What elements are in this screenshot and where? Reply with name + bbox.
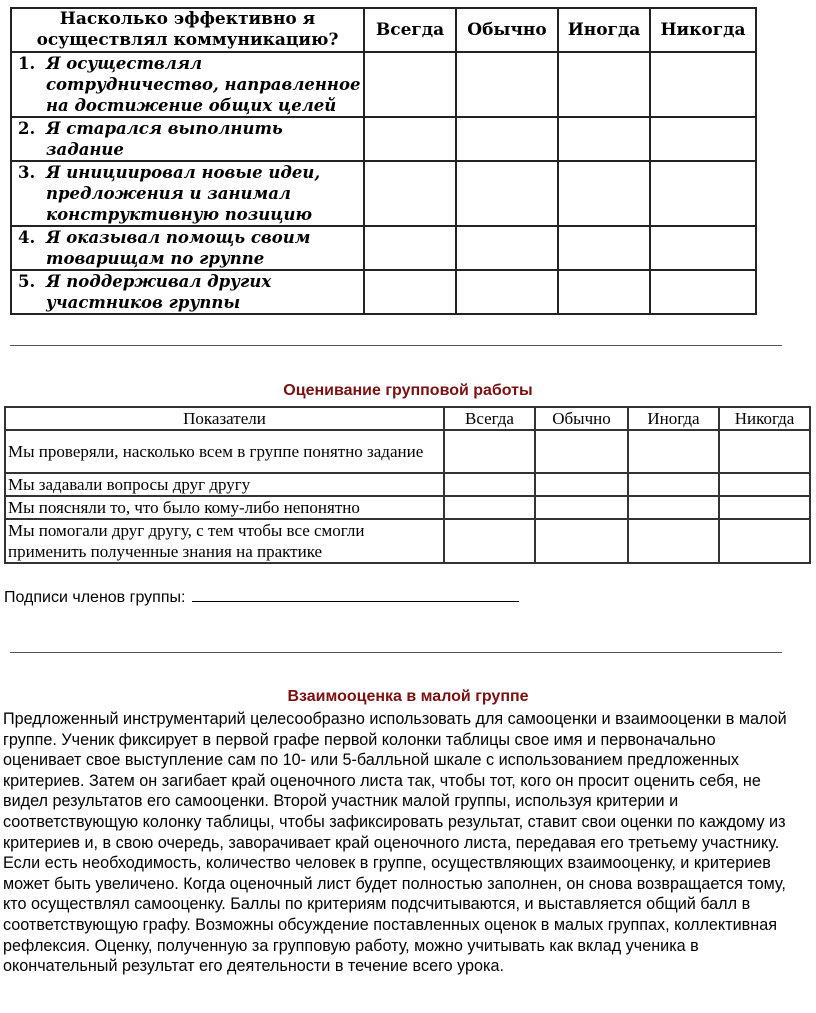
rating-cell[interactable] bbox=[456, 270, 558, 314]
criterion-number: 1. bbox=[18, 54, 36, 73]
rating-cell[interactable] bbox=[364, 161, 456, 226]
rating-cell[interactable] bbox=[650, 117, 756, 161]
rating-cell[interactable] bbox=[364, 270, 456, 314]
criterion-text: Я старался выполнить задание bbox=[46, 119, 283, 159]
table-row bbox=[11, 226, 756, 270]
column-header-usually: Обычно bbox=[456, 8, 558, 52]
rating-cell[interactable] bbox=[628, 430, 719, 473]
criterion-cell bbox=[11, 117, 364, 161]
rating-cell[interactable] bbox=[628, 473, 719, 496]
section-divider bbox=[10, 652, 782, 653]
table-row bbox=[11, 270, 756, 314]
column-header-indicators: Показатели bbox=[5, 407, 444, 430]
rating-cell[interactable] bbox=[719, 519, 810, 563]
table-row bbox=[5, 430, 810, 473]
rating-cell[interactable] bbox=[444, 519, 535, 563]
column-header-sometimes: Иногда bbox=[628, 407, 719, 430]
column-header-always: Всегда bbox=[444, 407, 535, 430]
indicator-text: Мы проверяли, насколько всем в группе понятно задание bbox=[5, 430, 444, 473]
column-header-always: Всегда bbox=[364, 8, 456, 52]
criterion-cell bbox=[11, 270, 364, 314]
signature-field[interactable] bbox=[192, 587, 519, 602]
group-work-heading: Оценивание групповой работы bbox=[283, 382, 533, 399]
column-header-sometimes: Иногда bbox=[558, 8, 650, 52]
rating-cell[interactable] bbox=[558, 52, 650, 117]
signatures-label: Подписи членов группы: bbox=[4, 589, 186, 606]
peer-assessment-paragraph: Предложенный инструментарий целесообразно использовать для самооценки и взаимооценки в малой группе. Ученик фиксирует в первой графе первой колонки таблицы свое имя и первоначально оценивает свое выступление сам по 10- или 5-балльной шкале с использованием предложенных критериев. Затем он загибает край оценочного листа так, чтобы тот, кого он просит оценить себя, не видел результатов его самооценки. Второй участник малой группы, используя критерии и соответствующую колонку таблицы, чтобы зафиксировать результат, ставит свои оценки по каждому из критериев и, в свою очередь, заворачивает край оценочного листа, передавая его третьему участнику. Если есть необходимость, количество человек в группе, осуществляющих взаимооценку, и критериев может быть увеличено. Когда оценочный лист будет полностью заполнен, он снова возвращается тому, кто осуществлял самооценку. Баллы по критериям подсчитываются, и выставляется общий балл в соответствующую графу. Возможны обсуждение поставленных оценок в малых группах, коллективная рефлексия. Оценку, полученную за групповую работу, можно учитывать как вклад ученика в окончательный результат его деятельности в течение всего урока. bbox=[3, 710, 787, 976]
rating-cell[interactable] bbox=[650, 161, 756, 226]
rating-cell[interactable] bbox=[535, 519, 628, 563]
rating-cell[interactable] bbox=[719, 496, 810, 519]
column-header-question: Насколько эффективно я осуществлял коммуникацию? bbox=[11, 8, 364, 52]
table-header-row bbox=[5, 407, 810, 430]
rating-cell[interactable] bbox=[558, 117, 650, 161]
signatures-line bbox=[4, 587, 519, 607]
rating-cell[interactable] bbox=[364, 226, 456, 270]
table-row bbox=[11, 161, 756, 226]
column-header-never: Никогда bbox=[719, 407, 810, 430]
table-row bbox=[11, 52, 756, 117]
criterion-text: Я инициировал новые идеи, предложения и занимал конструктивную позицию bbox=[46, 163, 321, 224]
criterion-cell bbox=[11, 52, 364, 117]
communication-self-assessment-table bbox=[10, 7, 757, 315]
table-header-row bbox=[11, 8, 756, 52]
table-row bbox=[5, 519, 810, 563]
indicator-text: Мы помогали друг другу, с тем чтобы все смогли применить полученные знания на практике bbox=[5, 519, 444, 563]
rating-cell[interactable] bbox=[628, 519, 719, 563]
indicator-text: Мы задавали вопросы друг другу bbox=[5, 473, 444, 496]
rating-cell[interactable] bbox=[456, 161, 558, 226]
rating-cell[interactable] bbox=[444, 473, 535, 496]
column-header-never: Никогда bbox=[650, 8, 756, 52]
rating-cell[interactable] bbox=[456, 117, 558, 161]
rating-cell[interactable] bbox=[456, 52, 558, 117]
criterion-number: 3. bbox=[18, 163, 36, 182]
rating-cell[interactable] bbox=[535, 496, 628, 519]
rating-cell[interactable] bbox=[535, 430, 628, 473]
rating-cell[interactable] bbox=[650, 52, 756, 117]
peer-assessment-heading: Взаимооценка в малой группе bbox=[287, 688, 529, 705]
criterion-cell bbox=[11, 226, 364, 270]
rating-cell[interactable] bbox=[628, 496, 719, 519]
criterion-text: Я осуществлял сотрудничество, направленное на достижение общих целей bbox=[46, 54, 361, 115]
rating-cell[interactable] bbox=[719, 473, 810, 496]
rating-cell[interactable] bbox=[535, 473, 628, 496]
column-header-usually: Обычно bbox=[535, 407, 628, 430]
rating-cell[interactable] bbox=[558, 226, 650, 270]
table-row bbox=[5, 473, 810, 496]
table-row bbox=[11, 117, 756, 161]
rating-cell[interactable] bbox=[650, 226, 756, 270]
group-work-assessment-table bbox=[4, 406, 811, 564]
rating-cell[interactable] bbox=[444, 430, 535, 473]
criterion-number: 2. bbox=[18, 119, 36, 138]
rating-cell[interactable] bbox=[444, 496, 535, 519]
rating-cell[interactable] bbox=[364, 117, 456, 161]
criterion-number: 4. bbox=[18, 228, 36, 247]
rating-cell[interactable] bbox=[456, 226, 558, 270]
indicator-text: Мы поясняли то, что было кому-либо непонятно bbox=[5, 496, 444, 519]
rating-cell[interactable] bbox=[650, 270, 756, 314]
rating-cell[interactable] bbox=[558, 161, 650, 226]
rating-cell[interactable] bbox=[364, 52, 456, 117]
criterion-number: 5. bbox=[18, 272, 36, 291]
criterion-text: Я поддерживал других участников группы bbox=[46, 272, 272, 312]
rating-cell[interactable] bbox=[558, 270, 650, 314]
criterion-text: Я оказывал помощь своим товарищам по группе bbox=[46, 228, 311, 268]
section-divider bbox=[10, 345, 782, 346]
rating-cell[interactable] bbox=[719, 430, 810, 473]
criterion-cell bbox=[11, 161, 364, 226]
table-row bbox=[5, 496, 810, 519]
